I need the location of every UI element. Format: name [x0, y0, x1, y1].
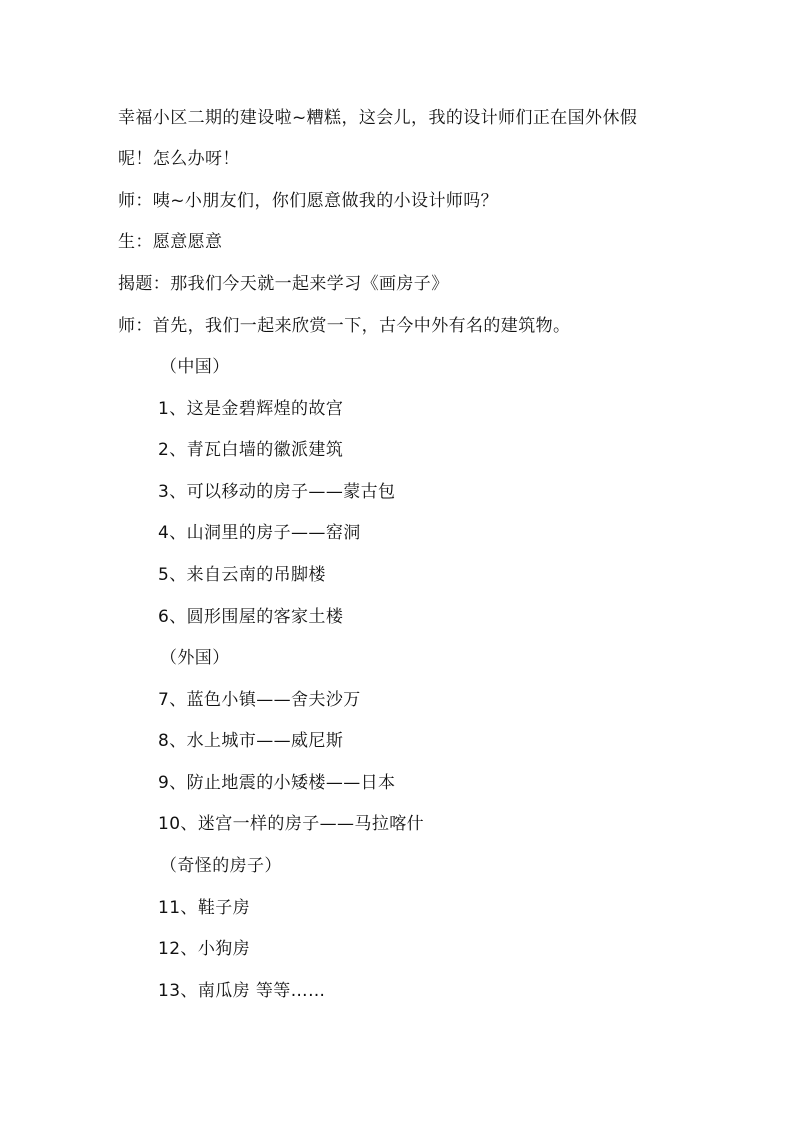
list-item: 3、可以移动的房子——蒙古包: [158, 482, 396, 502]
list-item: 13、南瓜房 等等……: [158, 981, 326, 1001]
list-item: 11、鞋子房: [158, 898, 251, 918]
section-heading-foreign: （外国）: [160, 648, 230, 668]
section-heading-china: （中国）: [160, 357, 230, 377]
list-item: 10、迷宫一样的房子——马拉喀什: [158, 814, 425, 834]
list-item: 6、圆形围屋的客家土楼: [158, 607, 344, 627]
section-heading-strange: （奇怪的房子）: [160, 856, 282, 876]
list-item: 2、青瓦白墙的徽派建筑: [158, 440, 344, 460]
student-answer: 生：愿意愿意: [118, 232, 223, 252]
list-item: 8、水上城市——威尼斯: [158, 731, 344, 751]
list-item: 1、这是金碧辉煌的故宫: [158, 399, 344, 419]
list-item: 12、小狗房: [158, 939, 251, 959]
list-item: 5、来自云南的吊脚楼: [158, 565, 326, 585]
intro-line-2: 呢！怎么办呀！: [118, 149, 240, 169]
list-item: 9、防止地震的小矮楼——日本: [158, 773, 396, 793]
teacher-question: 师：咦~小朋友们，你们愿意做我的小设计师吗？: [118, 191, 499, 211]
list-item: 4、山洞里的房子——窑洞: [158, 523, 361, 543]
teacher-intro: 师：首先，我们一起来欣赏一下，古今中外有名的建筑物。: [118, 316, 571, 336]
topic-reveal: 揭题：那我们今天就一起来学习《画房子》: [118, 274, 449, 294]
list-item: 7、蓝色小镇——舍夫沙万: [158, 690, 361, 710]
intro-line-1: 幸福小区二期的建设啦~糟糕，这会儿，我的设计师们正在国外休假: [118, 108, 638, 128]
